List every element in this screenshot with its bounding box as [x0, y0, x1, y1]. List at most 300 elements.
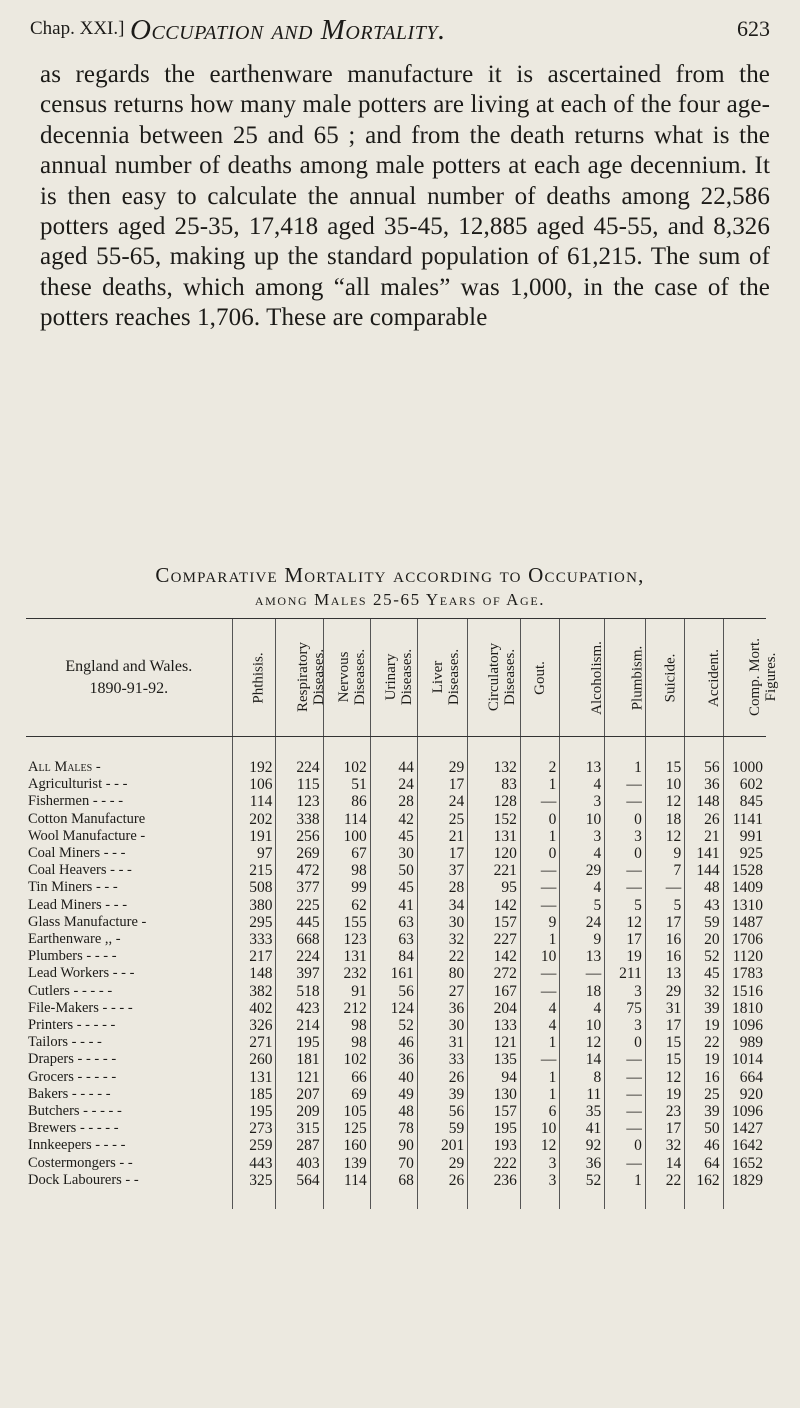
- table-cell: 1096: [723, 1017, 766, 1034]
- column-header: [685, 619, 723, 737]
- table-cell: 10: [520, 1120, 559, 1137]
- table-cell: 3: [520, 1172, 559, 1189]
- table-cell: 5: [645, 897, 684, 914]
- table-cell: 377: [276, 879, 323, 896]
- table-row: [26, 862, 766, 879]
- table-cell: 12: [645, 828, 684, 845]
- table-row: [26, 776, 766, 793]
- table-cell: 84: [370, 948, 417, 965]
- column-header-line: Gout.: [532, 660, 549, 695]
- table-cell: 3: [560, 828, 605, 845]
- table-cell: 3: [605, 983, 646, 1000]
- table-cell: 1409: [723, 879, 766, 896]
- table-cell: 181: [276, 1051, 323, 1068]
- table-cell: 518: [276, 983, 323, 1000]
- table-cell: 141: [685, 845, 723, 862]
- table-cell: 45: [370, 828, 417, 845]
- filler-row: [26, 1189, 766, 1209]
- column-header-line: Diseases.: [445, 648, 462, 706]
- table-cell: 17: [645, 1120, 684, 1137]
- table-cell: 98: [323, 862, 370, 879]
- table-cell: 14: [560, 1051, 605, 1068]
- table-cell: 144: [685, 862, 723, 879]
- table-cell: 224: [276, 759, 323, 776]
- table-cell: 123: [323, 931, 370, 948]
- table-cell: 1706: [723, 931, 766, 948]
- table-cell: 4: [520, 1000, 559, 1017]
- table-cell: 56: [685, 759, 723, 776]
- table-cell: 259: [232, 1137, 276, 1154]
- occupation-name: Lead Miners - - -: [28, 896, 128, 913]
- table-cell: 19: [645, 1086, 684, 1103]
- table-cell: 845: [723, 793, 766, 810]
- table-cell: 1: [605, 759, 646, 776]
- table-cell: 295: [232, 914, 276, 931]
- column-header-line: Diseases.: [398, 648, 415, 706]
- table-cell: 139: [323, 1155, 370, 1172]
- table-cell: 15: [645, 1051, 684, 1068]
- table-cell: 25: [417, 811, 467, 828]
- occupation-name: Dock Labourers - -: [28, 1171, 139, 1188]
- table-cell: 26: [417, 1172, 467, 1189]
- table-row: [26, 828, 766, 845]
- table-cell: 204: [468, 1000, 521, 1017]
- table-cell: 25: [685, 1086, 723, 1103]
- table-cell: 66: [323, 1069, 370, 1086]
- table-cell: 95: [468, 879, 521, 896]
- table-cell: 1: [520, 828, 559, 845]
- table-cell: 41: [560, 1120, 605, 1137]
- table-cell: 9: [520, 914, 559, 931]
- table-cell: 39: [685, 1000, 723, 1017]
- table-cell: 70: [370, 1155, 417, 1172]
- table-cell: 423: [276, 1000, 323, 1017]
- table-cell: 201: [417, 1137, 467, 1154]
- table-cell: 98: [323, 1017, 370, 1034]
- table-row: [26, 1172, 766, 1189]
- table-cell: 5: [560, 897, 605, 914]
- table-cell: 1516: [723, 983, 766, 1000]
- table-cell: 12: [560, 1034, 605, 1051]
- table-cell: 105: [323, 1103, 370, 1120]
- table-cell: 52: [685, 948, 723, 965]
- column-header: [370, 619, 417, 737]
- table-cell: 19: [685, 1017, 723, 1034]
- table-cell: 269: [276, 845, 323, 862]
- table-cell: 4: [560, 776, 605, 793]
- table-cell: 221: [468, 862, 521, 879]
- table-cell: —: [605, 1051, 646, 1068]
- table-cell: 217: [232, 948, 276, 965]
- table-cell: 22: [645, 1172, 684, 1189]
- table-cell: 48: [685, 879, 723, 896]
- table-cell: 195: [232, 1103, 276, 1120]
- table-cell: —: [605, 1155, 646, 1172]
- occupation-name: Costermongers - -: [28, 1154, 133, 1171]
- table-cell: 10: [520, 948, 559, 965]
- table-cell: 1: [520, 776, 559, 793]
- table-cell: 13: [645, 965, 684, 982]
- table-cell: 17: [417, 845, 467, 862]
- column-header-line: Diseases.: [351, 648, 368, 706]
- column-header-label: [430, 649, 462, 705]
- table-cell: 443: [232, 1155, 276, 1172]
- occupation-name: Tailors - - - -: [28, 1034, 102, 1051]
- column-header-label: [532, 661, 548, 695]
- table-row: [26, 1051, 766, 1068]
- table-cell: —: [605, 1103, 646, 1120]
- table-cell: 161: [370, 965, 417, 982]
- table-cell: 1000: [723, 759, 766, 776]
- running-header: [30, 14, 770, 50]
- table-cell: 1642: [723, 1137, 766, 1154]
- table-cell: 0: [520, 845, 559, 862]
- occupation-name: Tin Miners - - -: [28, 879, 118, 896]
- table-cell: 920: [723, 1086, 766, 1103]
- table-cell: 193: [468, 1137, 521, 1154]
- table-cell: 6: [520, 1103, 559, 1120]
- occupation-name: Lead Workers - - -: [28, 965, 135, 982]
- table-cell: 142: [468, 948, 521, 965]
- table-cell: 19: [605, 948, 646, 965]
- table-cell: 1487: [723, 914, 766, 931]
- table-cell: 157: [468, 1103, 521, 1120]
- table-cell: 102: [323, 1051, 370, 1068]
- table-cell: 508: [232, 879, 276, 896]
- table-cell: 668: [276, 931, 323, 948]
- table-body: [26, 737, 766, 1210]
- table-cell: 273: [232, 1120, 276, 1137]
- column-header: [468, 619, 521, 737]
- table-cell: 152: [468, 811, 521, 828]
- column-header-label: [486, 643, 518, 711]
- table-cell: 124: [370, 1000, 417, 1017]
- row-header-line2: 1890-91-92.: [89, 679, 169, 697]
- table-cell: 125: [323, 1120, 370, 1137]
- table-cell: 564: [276, 1172, 323, 1189]
- table-cell: 63: [370, 914, 417, 931]
- table-cell: 7: [645, 862, 684, 879]
- table-cell: 0: [605, 845, 646, 862]
- table-cell: 17: [417, 776, 467, 793]
- table-row: [26, 948, 766, 965]
- table-cell: 37: [417, 862, 467, 879]
- table-cell: 36: [685, 776, 723, 793]
- table-row: [26, 1137, 766, 1154]
- table-cell: 18: [560, 983, 605, 1000]
- table-cell: 45: [370, 879, 417, 896]
- table-cell: 11: [560, 1086, 605, 1103]
- table-cell: 445: [276, 914, 323, 931]
- table-cell: 148: [685, 793, 723, 810]
- table-caption-line2: among Males 25-65 Years of Age.: [254, 590, 546, 609]
- occupation-name: File-Makers - - - -: [28, 999, 133, 1016]
- table-cell: 128: [468, 793, 521, 810]
- table-row: [26, 879, 766, 896]
- table-cell: 9: [560, 931, 605, 948]
- table-cell: 135: [468, 1051, 521, 1068]
- table-cell: 41: [370, 897, 417, 914]
- table-cell: —: [520, 1051, 559, 1068]
- table-cell: 28: [417, 879, 467, 896]
- table-cell: 195: [276, 1034, 323, 1051]
- table-cell: 1141: [723, 811, 766, 828]
- table-cell: 27: [417, 983, 467, 1000]
- table-cell: 56: [417, 1103, 467, 1120]
- table-cell: 9: [645, 845, 684, 862]
- column-header-label: [250, 652, 266, 703]
- table-cell: 31: [645, 1000, 684, 1017]
- table-cell: 1783: [723, 965, 766, 982]
- table-cell: 94: [468, 1069, 521, 1086]
- table-cell: 29: [560, 862, 605, 879]
- table-cell: —: [520, 862, 559, 879]
- column-header: [723, 619, 779, 737]
- table-cell: 83: [468, 776, 521, 793]
- table-cell: 30: [417, 914, 467, 931]
- table-cell: 5: [605, 897, 646, 914]
- table-cell: 14: [645, 1155, 684, 1172]
- table-cell: 29: [645, 983, 684, 1000]
- table-cell: 3: [560, 793, 605, 810]
- table-cell: 31: [417, 1034, 467, 1051]
- table-cell: 1014: [723, 1051, 766, 1068]
- table-cell: 214: [276, 1017, 323, 1034]
- table-cell: 12: [605, 914, 646, 931]
- table-caption-line1: Comparative Mortality according to Occupation,: [155, 563, 645, 587]
- table-cell: 30: [370, 845, 417, 862]
- table-cell: 227: [468, 931, 521, 948]
- table-cell: 24: [560, 914, 605, 931]
- table-row: [26, 1086, 766, 1103]
- table-cell: 42: [370, 811, 417, 828]
- table-cell: 35: [560, 1103, 605, 1120]
- table-row: [26, 983, 766, 1000]
- table-cell: 0: [605, 811, 646, 828]
- table-cell: 10: [645, 776, 684, 793]
- table-cell: 18: [645, 811, 684, 828]
- column-header: [417, 619, 467, 737]
- table-row: [26, 1155, 766, 1172]
- table-cell: 91: [323, 983, 370, 1000]
- table-cell: 132: [468, 759, 521, 776]
- column-header-line: Accident.: [706, 648, 723, 707]
- table-cell: 4: [560, 1000, 605, 1017]
- table-cell: 22: [417, 948, 467, 965]
- table-cell: 3: [605, 1017, 646, 1034]
- column-header-label: [295, 642, 327, 712]
- table-cell: —: [605, 1120, 646, 1137]
- table-cell: 207: [276, 1086, 323, 1103]
- table-cell: 68: [370, 1172, 417, 1189]
- table-cell: 121: [468, 1034, 521, 1051]
- table-cell: 114: [232, 793, 276, 810]
- page-number: 623: [737, 16, 770, 41]
- table-row: [26, 1000, 766, 1017]
- table-cell: 63: [370, 931, 417, 948]
- column-header-line: Suicide.: [662, 653, 679, 702]
- column-header-line: Circulatory: [486, 642, 503, 712]
- spacer-row: [26, 737, 766, 760]
- column-header-label: [589, 641, 605, 715]
- column-header-line: Phthisis.: [250, 651, 267, 704]
- column-header: [323, 619, 370, 737]
- table-cell: 26: [417, 1069, 467, 1086]
- row-header-cell: [26, 619, 232, 737]
- table-cell: 59: [685, 914, 723, 931]
- table-cell: 397: [276, 965, 323, 982]
- table-cell: 333: [232, 931, 276, 948]
- body-paragraph: as regards the earthenware manufacture it is ascertained from the census returns how many male potters are living at each of the four age-decennia between 25 and 65 ; and from the death returns what is the annual number of deaths among male potters at each age decennium. It is then easy to calculate the annual number of deaths among 22,586 potters aged 25-35, 17,418 aged 35-45, 12,885 aged 45-55, and 8,326 aged 55-65, making up the standard population of 61,215. The sum of these deaths, which among “all males” was 1,000, in the case of the potters reaches 1,706. These are comparable: [40, 61, 770, 332]
- table-cell: 114: [323, 811, 370, 828]
- table-cell: 16: [645, 948, 684, 965]
- table-cell: 925: [723, 845, 766, 862]
- table-cell: 1: [520, 1069, 559, 1086]
- table-row: [26, 1069, 766, 1086]
- table-cell: 97: [232, 845, 276, 862]
- table-cell: 1120: [723, 948, 766, 965]
- table-cell: —: [560, 965, 605, 982]
- table-cell: —: [605, 1069, 646, 1086]
- table-cell: 1: [520, 1034, 559, 1051]
- column-header-line: Respiratory: [295, 642, 312, 712]
- table-cell: 202: [232, 811, 276, 828]
- table-row: [26, 1034, 766, 1051]
- occupation-name: Wool Manufacture -: [28, 827, 146, 844]
- table-cell: 24: [370, 776, 417, 793]
- table-cell: 1810: [723, 1000, 766, 1017]
- table-cell: 1: [605, 1172, 646, 1189]
- table-cell: 22: [685, 1034, 723, 1051]
- table-cell: 20: [685, 931, 723, 948]
- table-cell: —: [520, 965, 559, 982]
- occupation-name: Fishermen - - - -: [28, 793, 124, 810]
- table-cell: 326: [232, 1017, 276, 1034]
- table-cell: 92: [560, 1137, 605, 1154]
- table-cell: 114: [323, 1172, 370, 1189]
- table-cell: 167: [468, 983, 521, 1000]
- table-cell: 989: [723, 1034, 766, 1051]
- table-cell: 664: [723, 1069, 766, 1086]
- table-cell: 130: [468, 1086, 521, 1103]
- occupation-name: Coal Miners - - -: [28, 845, 126, 862]
- table-cell: 102: [323, 759, 370, 776]
- table-cell: 32: [645, 1137, 684, 1154]
- table-cell: 0: [520, 811, 559, 828]
- table-cell: 52: [560, 1172, 605, 1189]
- table-cell: 36: [560, 1155, 605, 1172]
- table-cell: 133: [468, 1017, 521, 1034]
- occupation-name: Agriculturist - - -: [28, 776, 128, 793]
- table-cell: 192: [232, 759, 276, 776]
- table-cell: 17: [645, 1017, 684, 1034]
- table-cell: 86: [323, 793, 370, 810]
- table-cell: 131: [468, 828, 521, 845]
- table-cell: —: [520, 793, 559, 810]
- table-cell: —: [605, 793, 646, 810]
- table-row: [26, 897, 766, 914]
- table-row: [26, 914, 766, 931]
- table-cell: 256: [276, 828, 323, 845]
- column-header-label: [747, 638, 779, 716]
- column-header-line: Comp. Mort.: [746, 638, 763, 716]
- table-cell: 13: [560, 759, 605, 776]
- table-cell: 21: [417, 828, 467, 845]
- table-cell: 62: [323, 897, 370, 914]
- column-header-line: Figures.: [762, 652, 779, 702]
- table-cell: 1652: [723, 1155, 766, 1172]
- table-cell: 195: [468, 1120, 521, 1137]
- table-cell: 106: [232, 776, 276, 793]
- table-cell: 155: [323, 914, 370, 931]
- occupation-name: Cotton Manufacture: [28, 810, 146, 827]
- occupation-name: All Males -: [28, 759, 101, 775]
- table-cell: 50: [685, 1120, 723, 1137]
- table-cell: 3: [520, 1155, 559, 1172]
- table-cell: 44: [370, 759, 417, 776]
- table-cell: 46: [370, 1034, 417, 1051]
- table-cell: 131: [323, 948, 370, 965]
- column-header-label: [630, 645, 646, 710]
- chapter-label: Chap. XXI.]: [30, 18, 125, 39]
- occupation-name: Coal Heavers - - -: [28, 862, 132, 879]
- mortality-table: [26, 618, 779, 1209]
- column-header-label: [662, 653, 678, 702]
- table-cell: 64: [685, 1155, 723, 1172]
- table-cell: 39: [417, 1086, 467, 1103]
- table-cell: 209: [276, 1103, 323, 1120]
- table-cell: 0: [605, 1034, 646, 1051]
- table-cell: 48: [370, 1103, 417, 1120]
- table-cell: 16: [685, 1069, 723, 1086]
- table-cell: 26: [685, 811, 723, 828]
- column-header: [645, 619, 684, 737]
- table-cell: 8: [560, 1069, 605, 1086]
- table-cell: 24: [417, 793, 467, 810]
- table-cell: 15: [645, 759, 684, 776]
- table-cell: 50: [370, 862, 417, 879]
- table-cell: 382: [232, 983, 276, 1000]
- table-cell: 34: [417, 897, 467, 914]
- table-cell: 69: [323, 1086, 370, 1103]
- table-cell: 287: [276, 1137, 323, 1154]
- table-cell: 29: [417, 1155, 467, 1172]
- table-cell: 15: [645, 1034, 684, 1051]
- table-row: [26, 1017, 766, 1034]
- column-header-label: [336, 649, 368, 705]
- table-cell: 10: [560, 811, 605, 828]
- occupation-name: Earthenware ,, -: [28, 931, 121, 948]
- table-cell: 1: [520, 1086, 559, 1103]
- table-cell: —: [605, 1086, 646, 1103]
- table-cell: 56: [370, 983, 417, 1000]
- table-cell: 30: [417, 1017, 467, 1034]
- occupation-name: Grocers - - - - -: [28, 1068, 117, 1085]
- occupation-name: Bakers - - - - -: [28, 1085, 111, 1102]
- table-cell: 39: [685, 1103, 723, 1120]
- table-cell: 162: [685, 1172, 723, 1189]
- table-cell: 10: [560, 1017, 605, 1034]
- table-cell: 115: [276, 776, 323, 793]
- table-cell: 157: [468, 914, 521, 931]
- table-cell: —: [645, 879, 684, 896]
- table-row: [26, 845, 766, 862]
- table-cell: 90: [370, 1137, 417, 1154]
- column-header-label: [706, 649, 722, 707]
- table-cell: 100: [323, 828, 370, 845]
- occupation-name: Cutlers - - - - -: [28, 982, 113, 999]
- table-row: [26, 931, 766, 948]
